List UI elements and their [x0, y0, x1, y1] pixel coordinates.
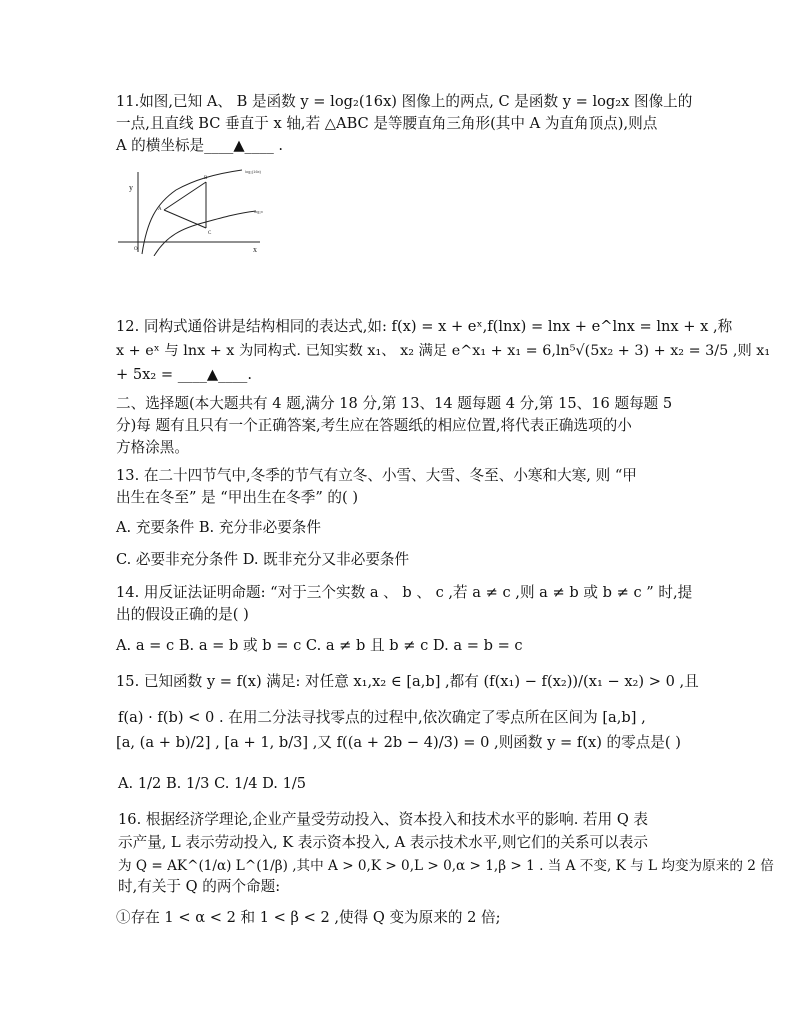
q11-line-1: 11.如图,已知 A、 B 是函数 y = log₂(16x) 图像上的两点, C 是函数 y = log₂x 图像上的: [116, 93, 693, 110]
section-2-line-1: 二、选择题(本大题共有 4 题,满分 18 分,第 13、14 题每题 4 分,第 15、16 题每题 5: [116, 395, 673, 412]
q13-options-cd: C. 必要非充分条件 D. 既非充分又非必要条件: [116, 551, 410, 568]
q16-line-3: 为 Q = AK^(1/α) L^(1/β) ,其中 A > 0,K > 0,L > 0,α > 1,β > 1 . 当 A 不变, K 与 L 均变为原来的 2 倍: [118, 858, 774, 874]
q12-line-2: x + eˣ 与 lnx + x 为同构式. 已知实数 x₁、 x₂ 满足 e^x₁ + x₁ = 6,ln⁵√(5x₂ + 3) + x₂ = 3/5 ,则 x₁: [116, 343, 771, 359]
q14-options: A. a = c B. a = b 或 b = c C. a ≠ b 且 b ≠ c D. a = b = c: [116, 637, 523, 654]
curve-upper-label: log₂(16x): [245, 169, 262, 174]
q11-line-3: A 的横坐标是____▲____ .: [116, 137, 284, 154]
segment-AC: [164, 210, 206, 228]
section-2-line-3: 方格涂黑。: [116, 439, 189, 456]
q16-line-2: 示产量, L 表示劳动投入, K 表示资本投入, A 表示技术水平,则它们的关系可以表示: [118, 834, 648, 851]
q12-line-3: + 5x₂ = ____▲____.: [116, 366, 252, 383]
q15-options: A. 1/2 B. 1/3 C. 1/4 D. 1/5: [118, 775, 307, 792]
x-axis-label: x: [253, 245, 257, 254]
point-B-label: B: [204, 176, 208, 181]
q11-function-graph: [114, 166, 264, 256]
q11-line-2: 一点,且直线 BC 垂直于 x 轴,若 △ABC 是等腰直角三角形(其中 A 为直角顶点),则点: [116, 115, 658, 132]
segment-AB: [164, 182, 206, 210]
q13-options-ab: A. 充要条件 B. 充分非必要条件: [116, 519, 321, 536]
q12-line-1: 12. 同构式通俗讲是结构相同的表达式,如: f(x) = x + eˣ,f(lnx) = lnx + e^lnx = lnx + x ,称: [116, 318, 733, 335]
q16-item-1: ①存在 1 < α < 2 和 1 < β < 2 ,使得 Q 变为原来的 2 倍;: [116, 909, 501, 926]
q13-line-1: 13. 在二十四节气中,冬季的节气有立冬、小雪、大雪、冬至、小寒和大寒, 则 “甲: [116, 467, 637, 484]
q16-line-1: 16. 根据经济学理论,企业产量受劳动投入、资本投入和技术水平的影响. 若用 Q 表: [118, 811, 649, 828]
curve-lower-label: log₂x: [254, 209, 263, 214]
q14-line-2: 出的假设正确的是( ): [116, 606, 249, 623]
curve-log2-x: [154, 211, 256, 256]
y-axis-label: y: [129, 183, 133, 192]
origin-label: O: [134, 247, 138, 252]
point-A-label: A: [158, 207, 162, 212]
q15-line-2: f(a) · f(b) < 0 . 在用二分法寻找零点的过程中,依次确定了零点所在区间为 [a,b] ,: [118, 709, 646, 726]
curve-log2-16x: [142, 170, 242, 254]
q16-line-4: 时,有关于 Q 的两个命题:: [118, 878, 281, 895]
section-2-line-2: 分)每 题有且只有一个正确答案,考生应在答题纸的相应位置,将代表正确选项的小: [116, 417, 632, 434]
q13-line-2: 出生在冬至” 是 “甲出生在冬季” 的( ): [116, 489, 359, 506]
q14-line-1: 14. 用反证法证明命题: “对于三个实数 a 、 b 、 c ,若 a ≠ c ,则 a ≠ b 或 b ≠ c ” 时,提: [116, 584, 693, 601]
q15-line-3: [a, (a + b)/2] , [a + 1, b/3] ,又 f((a + 2b − 4)/3) = 0 ,则函数 y = f(x) 的零点是( ): [116, 734, 681, 751]
point-C-label: C: [208, 231, 212, 236]
q15-line-1: 15. 已知函数 y = f(x) 满足: 对任意 x₁,x₂ ∈ [a,b] ,都有 (f(x₁) − f(x₂))/(x₁ − x₂) > 0 ,且: [116, 673, 699, 690]
